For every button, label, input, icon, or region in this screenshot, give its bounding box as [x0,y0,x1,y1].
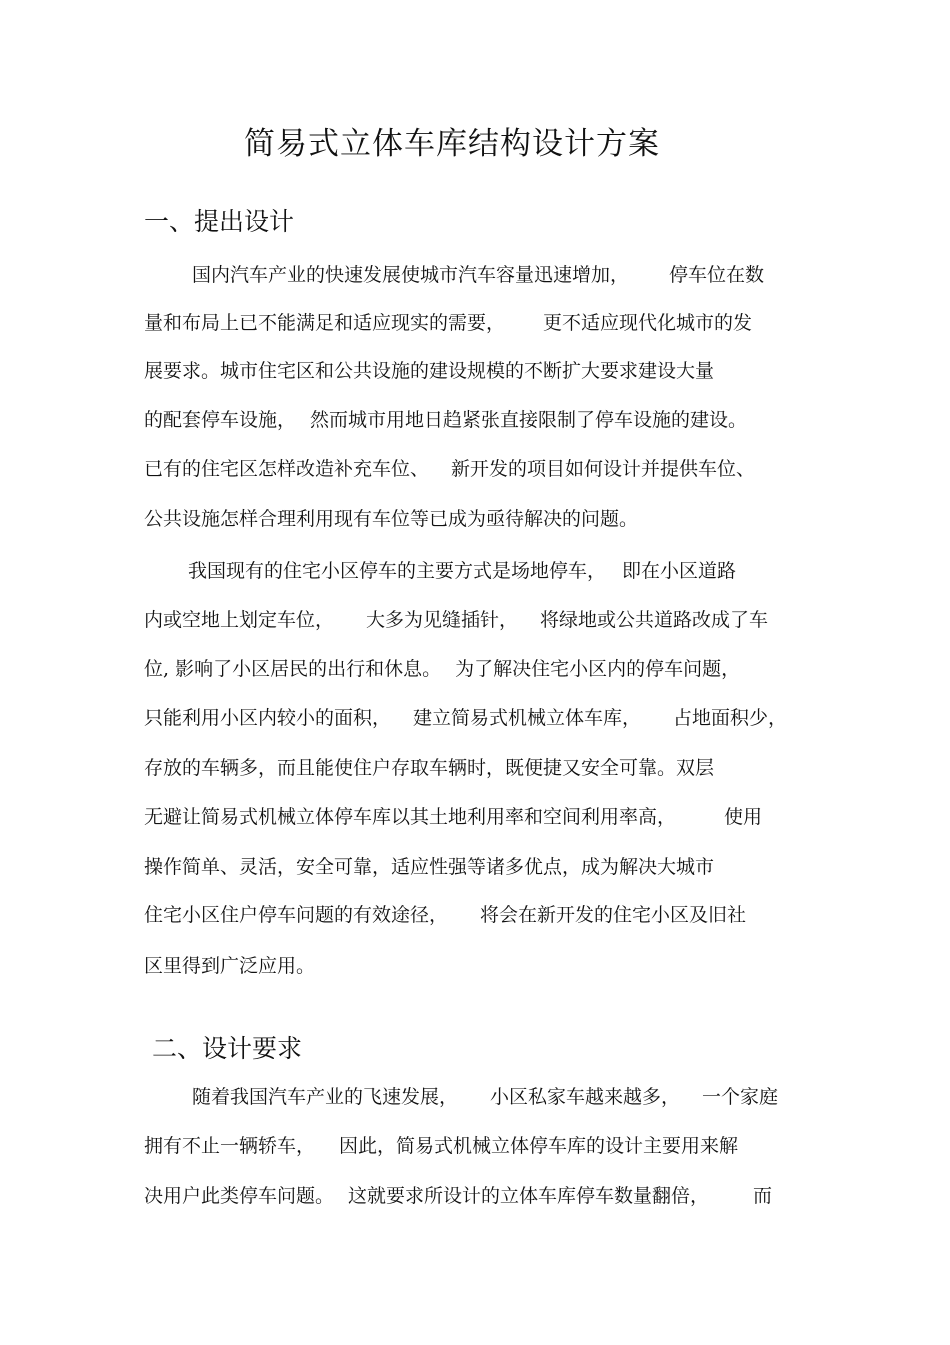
document-title: 简易式立体车库结构设计方案 [244,126,660,162]
text-line [144,703,787,733]
section-heading-2: 二、设计要求 [152,1034,303,1063]
text-line [144,900,746,930]
text-line [144,308,752,338]
text-line [144,951,315,981]
text-segment: 新开发的项目如何设计并提供车位、 [451,458,756,480]
text-segment: 操作简单、灵活，安全可靠，适应性强等诸多优点，成为解决大城市 [144,856,715,878]
text-line [144,654,740,684]
text-segment: 内或空地上划定车位， [144,609,335,631]
text-segment: 为了解决住宅小区内的停车问题， [455,658,741,680]
text-line [144,802,762,832]
text-segment: 随着我国汽车产业的飞速发展， [192,1086,459,1108]
text-segment: 建立简易式机械立体车库， [413,707,642,729]
text-segment: 停车位在数 [669,264,765,286]
text-segment: 因此，简易式机械立体停车库的设计主要用来解 [339,1135,739,1157]
text-segment: 我国现有的住宅小区停车的主要方式是场地停车， [188,560,607,582]
text-segment: 无避让简易式机械立体停车库以其土地利用率和空间利用率高， [144,806,677,828]
text-line [144,1181,772,1211]
text-segment: 然而城市用地日趋紧张直接限制了停车设施的建设。 [310,409,748,431]
text-segment: 小区私家车越来越多， [490,1086,681,1108]
text-segment: 展要求。城市住宅区和公共设施的建设规模的不断扩大要求建设大量 [144,360,715,382]
text-line [192,1082,778,1112]
text-line [144,753,714,783]
text-line [144,1131,738,1161]
text-segment: 的配套停车设施， [144,409,297,431]
section-heading-1: 一、提出设计 [144,207,295,236]
text-segment: 住宅小区住户停车问题的有效途径， [144,904,449,926]
text-segment: 公共设施怎样合理利用现有车位等已成为亟待解决的问题。 [144,508,639,530]
text-line [188,556,736,586]
text-segment: 只能利用小区内较小的面积， [144,707,392,729]
text-line [144,605,768,635]
text-segment: 而 [753,1185,773,1207]
text-line [144,504,638,534]
text-segment: 使用 [724,806,763,828]
text-segment: 区里得到广泛应用。 [144,955,316,977]
text-segment: 占地面积少， [673,707,788,729]
text-segment: 决用户此类停车问题。 [144,1185,335,1207]
text-line [192,260,764,290]
text-segment: 一个家庭 [702,1086,779,1108]
text-line [144,405,747,435]
text-segment: 即在小区道路 [622,560,737,582]
text-segment: 更不适应现代化城市的发 [543,312,753,334]
text-segment: 国内汽车产业的快速发展使城市汽车容量迅速增加， [192,264,630,286]
text-segment: 大多为见缝插针， [366,609,519,631]
text-line [144,454,755,484]
text-line [144,356,714,386]
text-segment: 将绿地或公共道路改成了车 [540,609,769,631]
text-segment: 这就要求所设计的立体车库停车数量翻倍， [348,1185,710,1207]
text-segment: 拥有不止一辆轿车， [144,1135,316,1157]
text-line [144,852,714,882]
text-segment: 将会在新开发的住宅小区及旧社 [480,904,747,926]
text-segment: 已有的住宅区怎样改造补充车位、 [144,458,430,480]
text-segment: 存放的车辆多，而且能使住户存取车辆时，既便捷又安全可靠。双层 [144,757,715,779]
text-segment: 量和布局上已不能满足和适应现实的需要， [144,312,506,334]
text-segment: 位, 影响了小区居民的出行和休息。 [144,658,442,680]
